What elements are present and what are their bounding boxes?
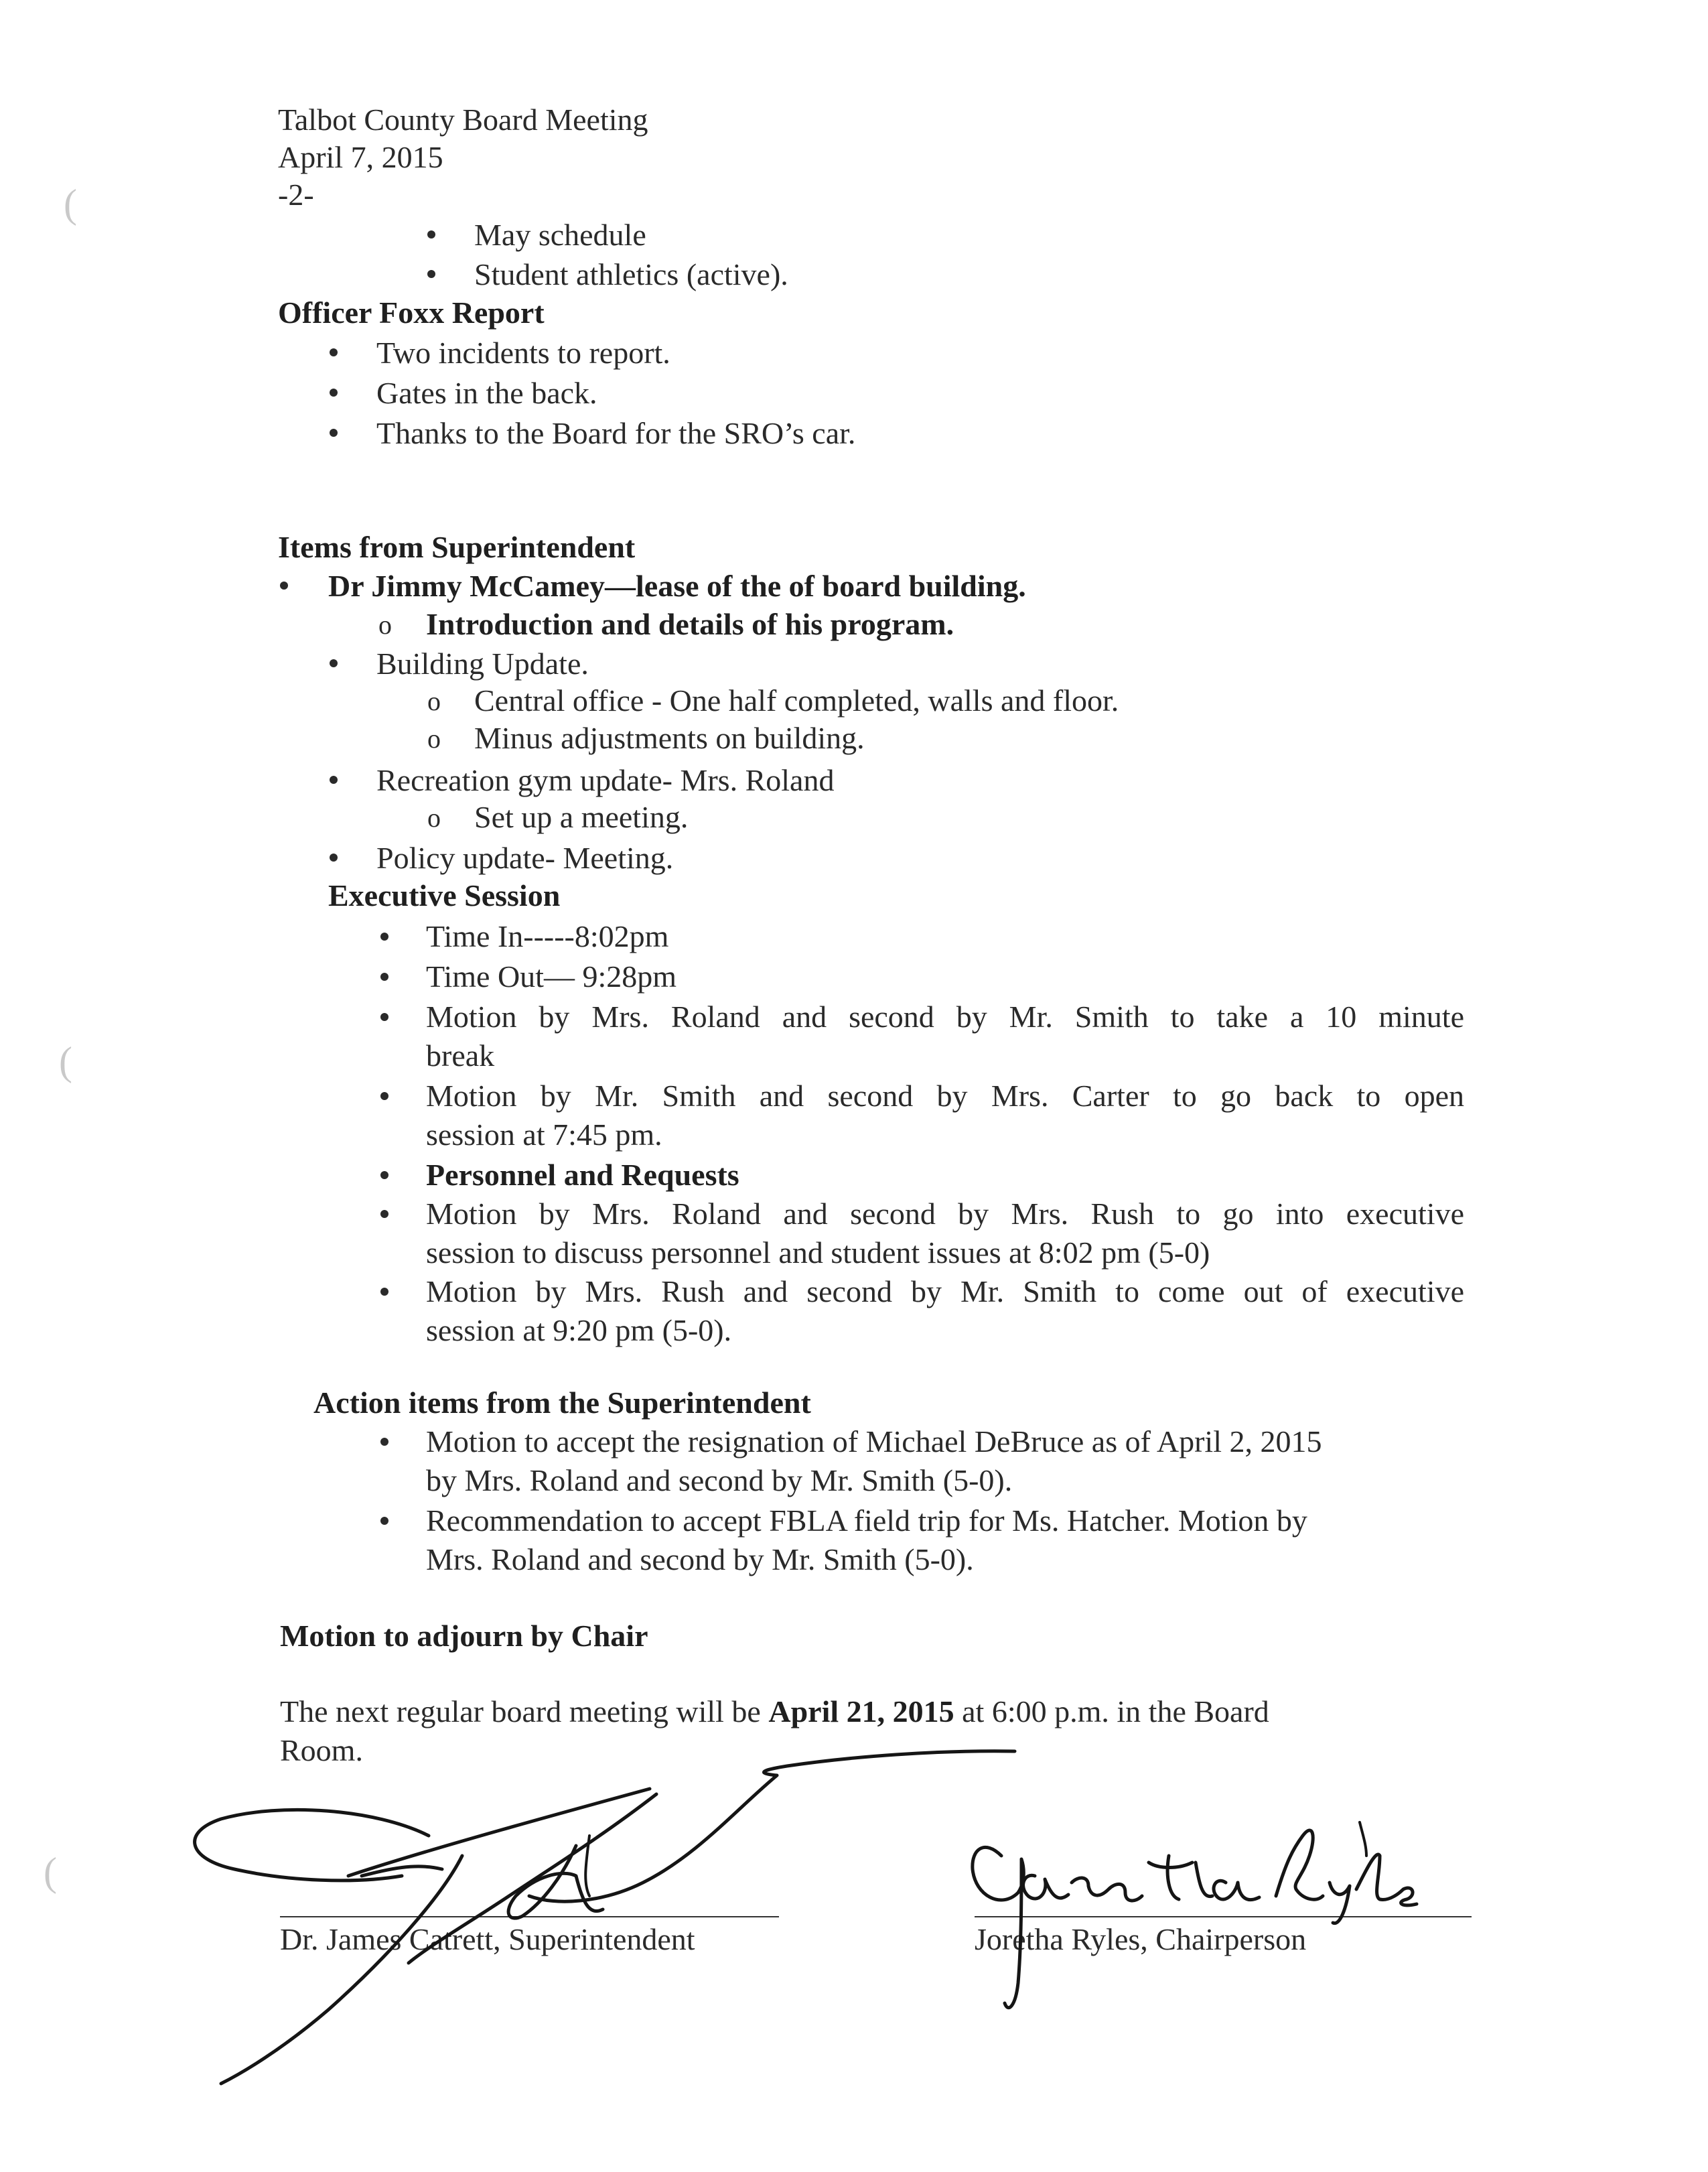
signature-label-chairperson: Joretha Ryles, Chairperson — [975, 1922, 1307, 1956]
next-meeting-suffix: at 6:00 p.m. in the Board — [954, 1694, 1269, 1728]
list-item-time-out: Time Out— 9:28pm — [426, 959, 677, 994]
list-item-resignation-cont: by Mrs. Roland and second by Mr. Smith (5-0). — [426, 1463, 1013, 1497]
scan-mark: ( — [59, 1039, 72, 1083]
circle-bullet: o — [427, 724, 441, 754]
list-item: Thanks to the Board for the SRO’s car. — [376, 416, 856, 450]
list-item-resignation: Motion to accept the resignation of Michael DeBruce as of April 2, 2015 — [426, 1424, 1322, 1458]
section-heading-action-items: Action items from the Superintendent — [313, 1385, 811, 1420]
list-item: Student athletics (active). — [474, 257, 788, 291]
next-meeting-prefix: The next regular board meeting will be — [280, 1694, 769, 1728]
page-number: -2- — [278, 178, 314, 212]
list-item-motion-break-cont: break — [426, 1038, 495, 1073]
list-item-fbla-cont: Mrs. Roland and second by Mr. Smith (5-0). — [426, 1542, 974, 1576]
next-meeting-line2: Room. — [280, 1733, 363, 1767]
section-heading-superintendent: Items from Superintendent — [278, 530, 636, 564]
list-item-motion-out: Motion by Mrs. Rush and second by Mr. Smith to come out of executive — [426, 1274, 1464, 1308]
list-item-motion-exec-cont: session to discuss personnel and student issues at 8:02 pm (5-0) — [426, 1235, 1210, 1270]
circle-bullet: o — [427, 803, 441, 833]
next-meeting-date: April 21, 2015 — [768, 1694, 954, 1728]
sub-item-building: Minus adjustments on building. — [474, 721, 865, 755]
list-item: Two incidents to report. — [376, 336, 670, 370]
list-item-gym: Recreation gym update- Mrs. Roland — [376, 763, 835, 797]
adjourn-heading: Motion to adjourn by Chair — [280, 1619, 648, 1653]
list-item-time-in: Time In-----8:02pm — [426, 919, 669, 953]
list-item: May schedule — [474, 218, 646, 252]
list-item-lease: Dr Jimmy McCamey—lease of the of board building. — [328, 569, 1026, 603]
list-item-motion-open-cont: session at 7:45 pm. — [426, 1117, 662, 1152]
sub-item-gym: Set up a meeting. — [474, 800, 689, 834]
list-item-motion-out-cont: session at 9:20 pm (5-0). — [426, 1313, 732, 1347]
section-heading-officer-report: Officer Foxx Report — [278, 295, 545, 330]
section-heading-executive-session: Executive Session — [328, 878, 561, 912]
scan-mark: ( — [44, 1850, 57, 1894]
list-item-motion-open: Motion by Mr. Smith and second by Mrs. Carter to go back to open — [426, 1079, 1464, 1113]
list-item-building: Building Update. — [376, 647, 589, 681]
circle-bullet: o — [427, 686, 441, 716]
list-item-motion-break: Motion by Mrs. Roland and second by Mr. Smith to take a 10 minute — [426, 1000, 1464, 1034]
list-item-personnel: Personnel and Requests — [426, 1158, 739, 1192]
list-item-motion-exec: Motion by Mrs. Roland and second by Mrs. Rush to go into executive — [426, 1197, 1464, 1231]
list-item-policy: Policy update- Meeting. — [376, 841, 674, 875]
list-item: Gates in the back. — [376, 376, 597, 410]
sub-item-lease: Introduction and details of his program. — [426, 607, 954, 641]
scan-mark: ( — [64, 182, 77, 226]
meeting-title: Talbot County Board Meeting — [278, 103, 648, 137]
list-item-fbla: Recommendation to accept FBLA field trip for Ms. Hatcher. Motion by — [426, 1503, 1307, 1538]
signature-label-superintendent: Dr. James Catrett, Superintendent — [280, 1922, 695, 1956]
circle-bullet: o — [378, 610, 392, 640]
sub-item-building: Central office - One half completed, walls and floor. — [474, 683, 1119, 718]
meeting-date: April 7, 2015 — [278, 140, 443, 174]
